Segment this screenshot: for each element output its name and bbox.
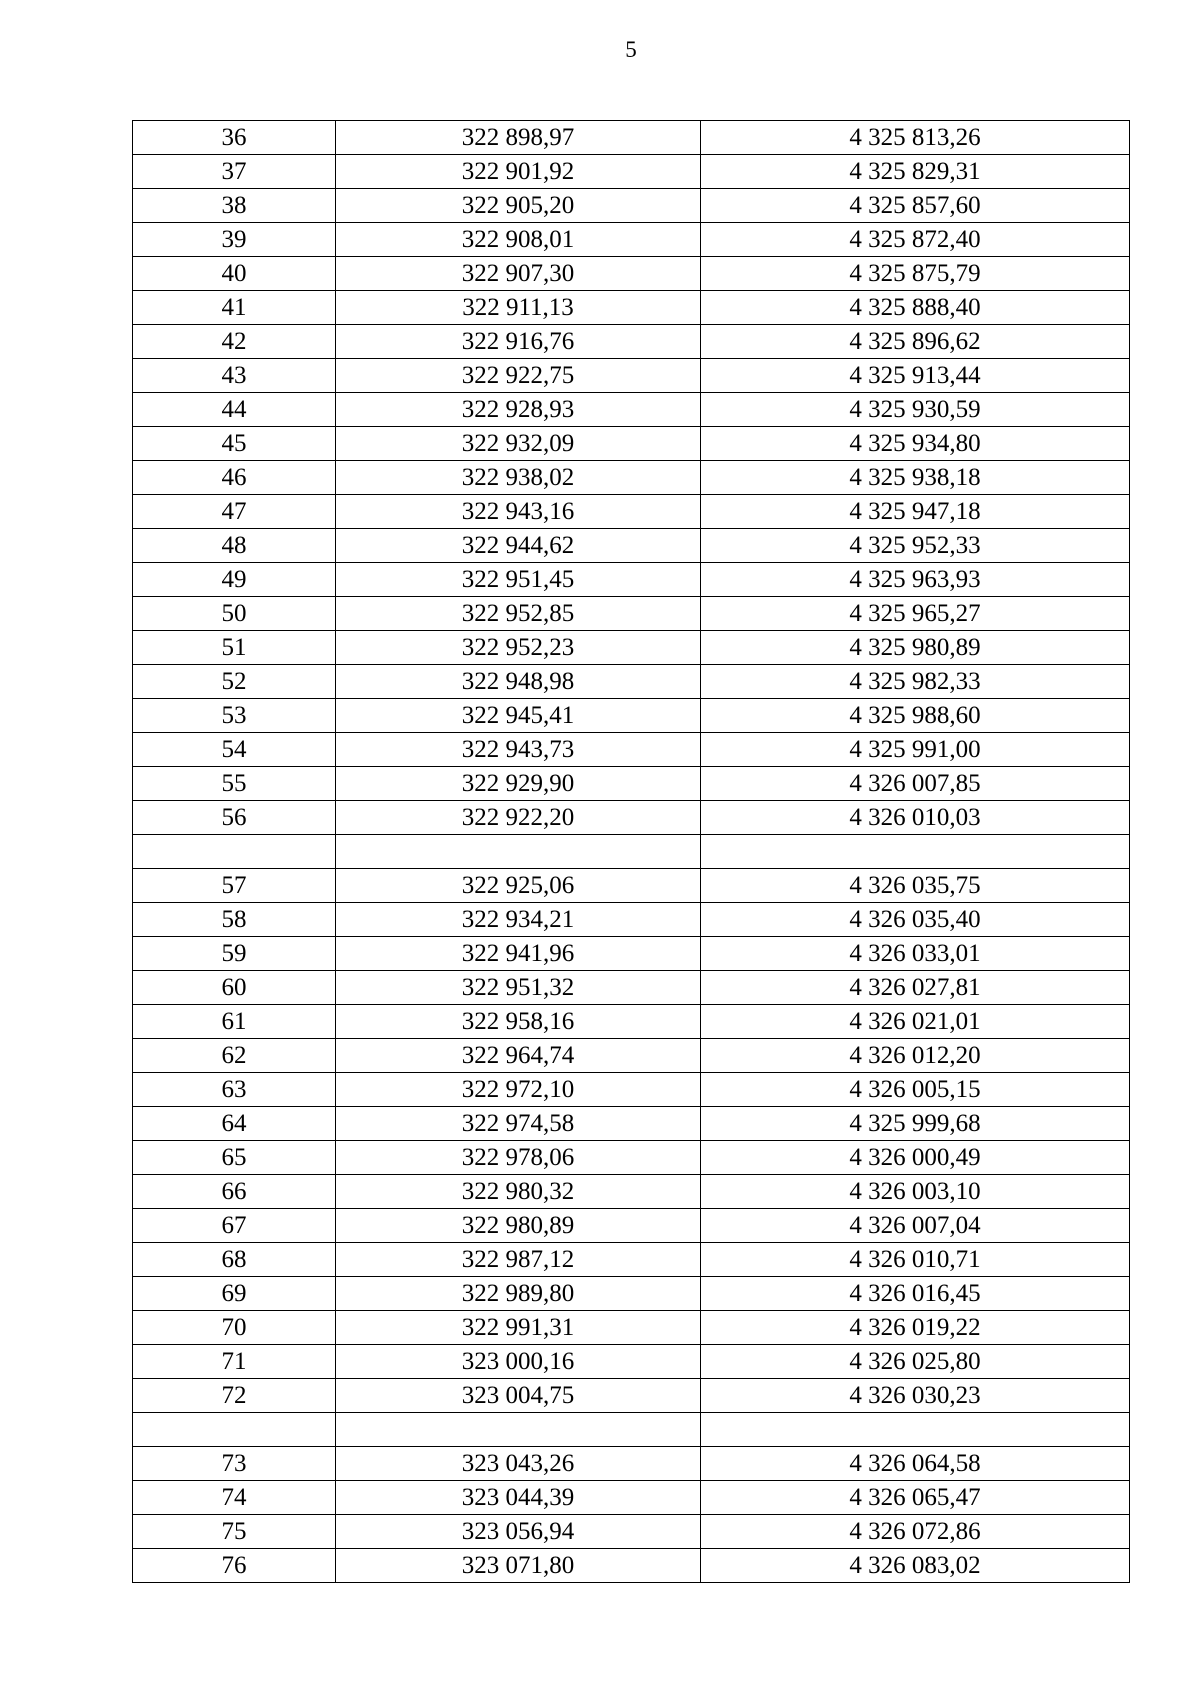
point-number-cell: 55: [133, 767, 336, 801]
table-row: [133, 563, 1130, 597]
x-coordinate-cell: 323 043,26: [336, 1447, 701, 1481]
point-number-cell: 58: [133, 903, 336, 937]
point-number-cell: 38: [133, 189, 336, 223]
table-row: [133, 1549, 1130, 1583]
point-number-cell: 51: [133, 631, 336, 665]
table-row: [133, 1345, 1130, 1379]
y-coordinate-cell: 4 325 982,33: [701, 665, 1130, 699]
y-coordinate-cell: 4 325 965,27: [701, 597, 1130, 631]
table-row: [133, 1515, 1130, 1549]
point-number-cell: 75: [133, 1515, 336, 1549]
point-number-cell: 39: [133, 223, 336, 257]
table-row: [133, 699, 1130, 733]
table-row: [133, 869, 1130, 903]
x-coordinate-cell: 322 991,31: [336, 1311, 701, 1345]
table-row: [133, 155, 1130, 189]
table-row: [133, 291, 1130, 325]
point-number-cell: [133, 1413, 336, 1447]
x-coordinate-cell: 322 978,06: [336, 1141, 701, 1175]
table-row: [133, 223, 1130, 257]
y-coordinate-cell: 4 325 963,93: [701, 563, 1130, 597]
point-number-cell: 56: [133, 801, 336, 835]
y-coordinate-cell: 4 325 857,60: [701, 189, 1130, 223]
x-coordinate-cell: 322 958,16: [336, 1005, 701, 1039]
x-coordinate-cell: 322 952,85: [336, 597, 701, 631]
y-coordinate-cell: 4 326 010,03: [701, 801, 1130, 835]
x-coordinate-cell: 322 951,32: [336, 971, 701, 1005]
table-row: [133, 359, 1130, 393]
x-coordinate-cell: 322 944,62: [336, 529, 701, 563]
x-coordinate-cell: [336, 1413, 701, 1447]
table-row: [133, 801, 1130, 835]
table-row: [133, 631, 1130, 665]
y-coordinate-cell: 4 326 065,47: [701, 1481, 1130, 1515]
x-coordinate-cell: 323 044,39: [336, 1481, 701, 1515]
y-coordinate-cell: 4 325 947,18: [701, 495, 1130, 529]
table-row: [133, 189, 1130, 223]
point-number-cell: 74: [133, 1481, 336, 1515]
y-coordinate-cell: 4 325 991,00: [701, 733, 1130, 767]
x-coordinate-cell: 322 952,23: [336, 631, 701, 665]
point-number-cell: [133, 835, 336, 869]
point-number-cell: 60: [133, 971, 336, 1005]
point-number-cell: 45: [133, 427, 336, 461]
x-coordinate-cell: 322 928,93: [336, 393, 701, 427]
point-number-cell: 52: [133, 665, 336, 699]
y-coordinate-cell: [701, 1413, 1130, 1447]
x-coordinate-cell: 322 929,90: [336, 767, 701, 801]
point-number-cell: 62: [133, 1039, 336, 1073]
y-coordinate-cell: 4 325 896,62: [701, 325, 1130, 359]
table-row: [133, 121, 1130, 155]
point-number-cell: 54: [133, 733, 336, 767]
point-number-cell: 70: [133, 1311, 336, 1345]
x-coordinate-cell: 323 056,94: [336, 1515, 701, 1549]
y-coordinate-cell: 4 326 025,80: [701, 1345, 1130, 1379]
x-coordinate-cell: 322 934,21: [336, 903, 701, 937]
point-number-cell: 41: [133, 291, 336, 325]
point-number-cell: 37: [133, 155, 336, 189]
y-coordinate-cell: 4 326 019,22: [701, 1311, 1130, 1345]
table-row: [133, 1107, 1130, 1141]
table-row: [133, 1073, 1130, 1107]
table-row: [133, 257, 1130, 291]
x-coordinate-cell: 322 980,89: [336, 1209, 701, 1243]
x-coordinate-cell: 323 004,75: [336, 1379, 701, 1413]
table-row: [133, 665, 1130, 699]
y-coordinate-cell: 4 325 913,44: [701, 359, 1130, 393]
point-number-cell: 43: [133, 359, 336, 393]
point-number-cell: 47: [133, 495, 336, 529]
point-number-cell: 40: [133, 257, 336, 291]
table-row: [133, 1481, 1130, 1515]
y-coordinate-cell: 4 326 083,02: [701, 1549, 1130, 1583]
x-coordinate-cell: 322 922,20: [336, 801, 701, 835]
y-coordinate-cell: 4 325 938,18: [701, 461, 1130, 495]
table-row: [133, 1447, 1130, 1481]
point-number-cell: 69: [133, 1277, 336, 1311]
table-row: [133, 1039, 1130, 1073]
point-number-cell: 50: [133, 597, 336, 631]
x-coordinate-cell: 322 901,92: [336, 155, 701, 189]
table-row: [133, 1413, 1130, 1447]
point-number-cell: 65: [133, 1141, 336, 1175]
page-number: 5: [625, 37, 637, 62]
coordinates-table: [132, 120, 1130, 1583]
x-coordinate-cell: 323 000,16: [336, 1345, 701, 1379]
y-coordinate-cell: 4 325 988,60: [701, 699, 1130, 733]
table-row: [133, 733, 1130, 767]
point-number-cell: 67: [133, 1209, 336, 1243]
point-number-cell: 63: [133, 1073, 336, 1107]
table-row: [133, 937, 1130, 971]
point-number-cell: 49: [133, 563, 336, 597]
coordinates-table-body: [133, 121, 1130, 1583]
point-number-cell: 48: [133, 529, 336, 563]
point-number-cell: 71: [133, 1345, 336, 1379]
point-number-cell: 53: [133, 699, 336, 733]
y-coordinate-cell: 4 326 033,01: [701, 937, 1130, 971]
y-coordinate-cell: 4 326 005,15: [701, 1073, 1130, 1107]
table-row: [133, 597, 1130, 631]
table-row: [133, 495, 1130, 529]
y-coordinate-cell: 4 326 064,58: [701, 1447, 1130, 1481]
table-row: [133, 835, 1130, 869]
x-coordinate-cell: 322 922,75: [336, 359, 701, 393]
y-coordinate-cell: 4 326 016,45: [701, 1277, 1130, 1311]
y-coordinate-cell: 4 326 035,40: [701, 903, 1130, 937]
table-row: [133, 529, 1130, 563]
table-row: [133, 427, 1130, 461]
point-number-cell: 61: [133, 1005, 336, 1039]
x-coordinate-cell: 322 987,12: [336, 1243, 701, 1277]
table-row: [133, 1243, 1130, 1277]
table-row: [133, 903, 1130, 937]
y-coordinate-cell: 4 325 888,40: [701, 291, 1130, 325]
x-coordinate-cell: 322 943,16: [336, 495, 701, 529]
x-coordinate-cell: 322 905,20: [336, 189, 701, 223]
point-number-cell: 68: [133, 1243, 336, 1277]
point-number-cell: 76: [133, 1549, 336, 1583]
x-coordinate-cell: 322 925,06: [336, 869, 701, 903]
y-coordinate-cell: 4 326 021,01: [701, 1005, 1130, 1039]
point-number-cell: 66: [133, 1175, 336, 1209]
x-coordinate-cell: 322 964,74: [336, 1039, 701, 1073]
x-coordinate-cell: 322 941,96: [336, 937, 701, 971]
x-coordinate-cell: 322 907,30: [336, 257, 701, 291]
y-coordinate-cell: 4 326 072,86: [701, 1515, 1130, 1549]
point-number-cell: 42: [133, 325, 336, 359]
table-row: [133, 1175, 1130, 1209]
table-row: [133, 1005, 1130, 1039]
point-number-cell: 64: [133, 1107, 336, 1141]
y-coordinate-cell: 4 326 030,23: [701, 1379, 1130, 1413]
y-coordinate-cell: 4 325 813,26: [701, 121, 1130, 155]
x-coordinate-cell: 322 938,02: [336, 461, 701, 495]
point-number-cell: 46: [133, 461, 336, 495]
y-coordinate-cell: 4 325 999,68: [701, 1107, 1130, 1141]
table-row: [133, 1311, 1130, 1345]
y-coordinate-cell: [701, 835, 1130, 869]
table-row: [133, 971, 1130, 1005]
table-row: [133, 325, 1130, 359]
point-number-cell: 72: [133, 1379, 336, 1413]
x-coordinate-cell: 322 908,01: [336, 223, 701, 257]
table-row: [133, 461, 1130, 495]
y-coordinate-cell: 4 326 007,04: [701, 1209, 1130, 1243]
x-coordinate-cell: 322 989,80: [336, 1277, 701, 1311]
y-coordinate-cell: 4 325 829,31: [701, 155, 1130, 189]
point-number-cell: 44: [133, 393, 336, 427]
point-number-cell: 57: [133, 869, 336, 903]
x-coordinate-cell: 322 916,76: [336, 325, 701, 359]
y-coordinate-cell: 4 326 003,10: [701, 1175, 1130, 1209]
point-number-cell: 36: [133, 121, 336, 155]
y-coordinate-cell: 4 325 872,40: [701, 223, 1130, 257]
y-coordinate-cell: 4 326 000,49: [701, 1141, 1130, 1175]
x-coordinate-cell: 322 911,13: [336, 291, 701, 325]
x-coordinate-cell: 323 071,80: [336, 1549, 701, 1583]
table-row: [133, 1209, 1130, 1243]
x-coordinate-cell: 322 974,58: [336, 1107, 701, 1141]
table-row: [133, 1141, 1130, 1175]
y-coordinate-cell: 4 325 934,80: [701, 427, 1130, 461]
y-coordinate-cell: 4 325 930,59: [701, 393, 1130, 427]
x-coordinate-cell: 322 951,45: [336, 563, 701, 597]
y-coordinate-cell: 4 326 027,81: [701, 971, 1130, 1005]
y-coordinate-cell: 4 325 875,79: [701, 257, 1130, 291]
x-coordinate-cell: [336, 835, 701, 869]
table-row: [133, 393, 1130, 427]
table-row: [133, 1277, 1130, 1311]
y-coordinate-cell: 4 326 010,71: [701, 1243, 1130, 1277]
y-coordinate-cell: 4 326 012,20: [701, 1039, 1130, 1073]
y-coordinate-cell: 4 326 035,75: [701, 869, 1130, 903]
x-coordinate-cell: 322 945,41: [336, 699, 701, 733]
x-coordinate-cell: 322 980,32: [336, 1175, 701, 1209]
point-number-cell: 59: [133, 937, 336, 971]
y-coordinate-cell: 4 326 007,85: [701, 767, 1130, 801]
x-coordinate-cell: 322 943,73: [336, 733, 701, 767]
x-coordinate-cell: 322 898,97: [336, 121, 701, 155]
x-coordinate-cell: 322 972,10: [336, 1073, 701, 1107]
x-coordinate-cell: 322 948,98: [336, 665, 701, 699]
table-row: [133, 1379, 1130, 1413]
x-coordinate-cell: 322 932,09: [336, 427, 701, 461]
point-number-cell: 73: [133, 1447, 336, 1481]
y-coordinate-cell: 4 325 980,89: [701, 631, 1130, 665]
y-coordinate-cell: 4 325 952,33: [701, 529, 1130, 563]
table-row: [133, 767, 1130, 801]
